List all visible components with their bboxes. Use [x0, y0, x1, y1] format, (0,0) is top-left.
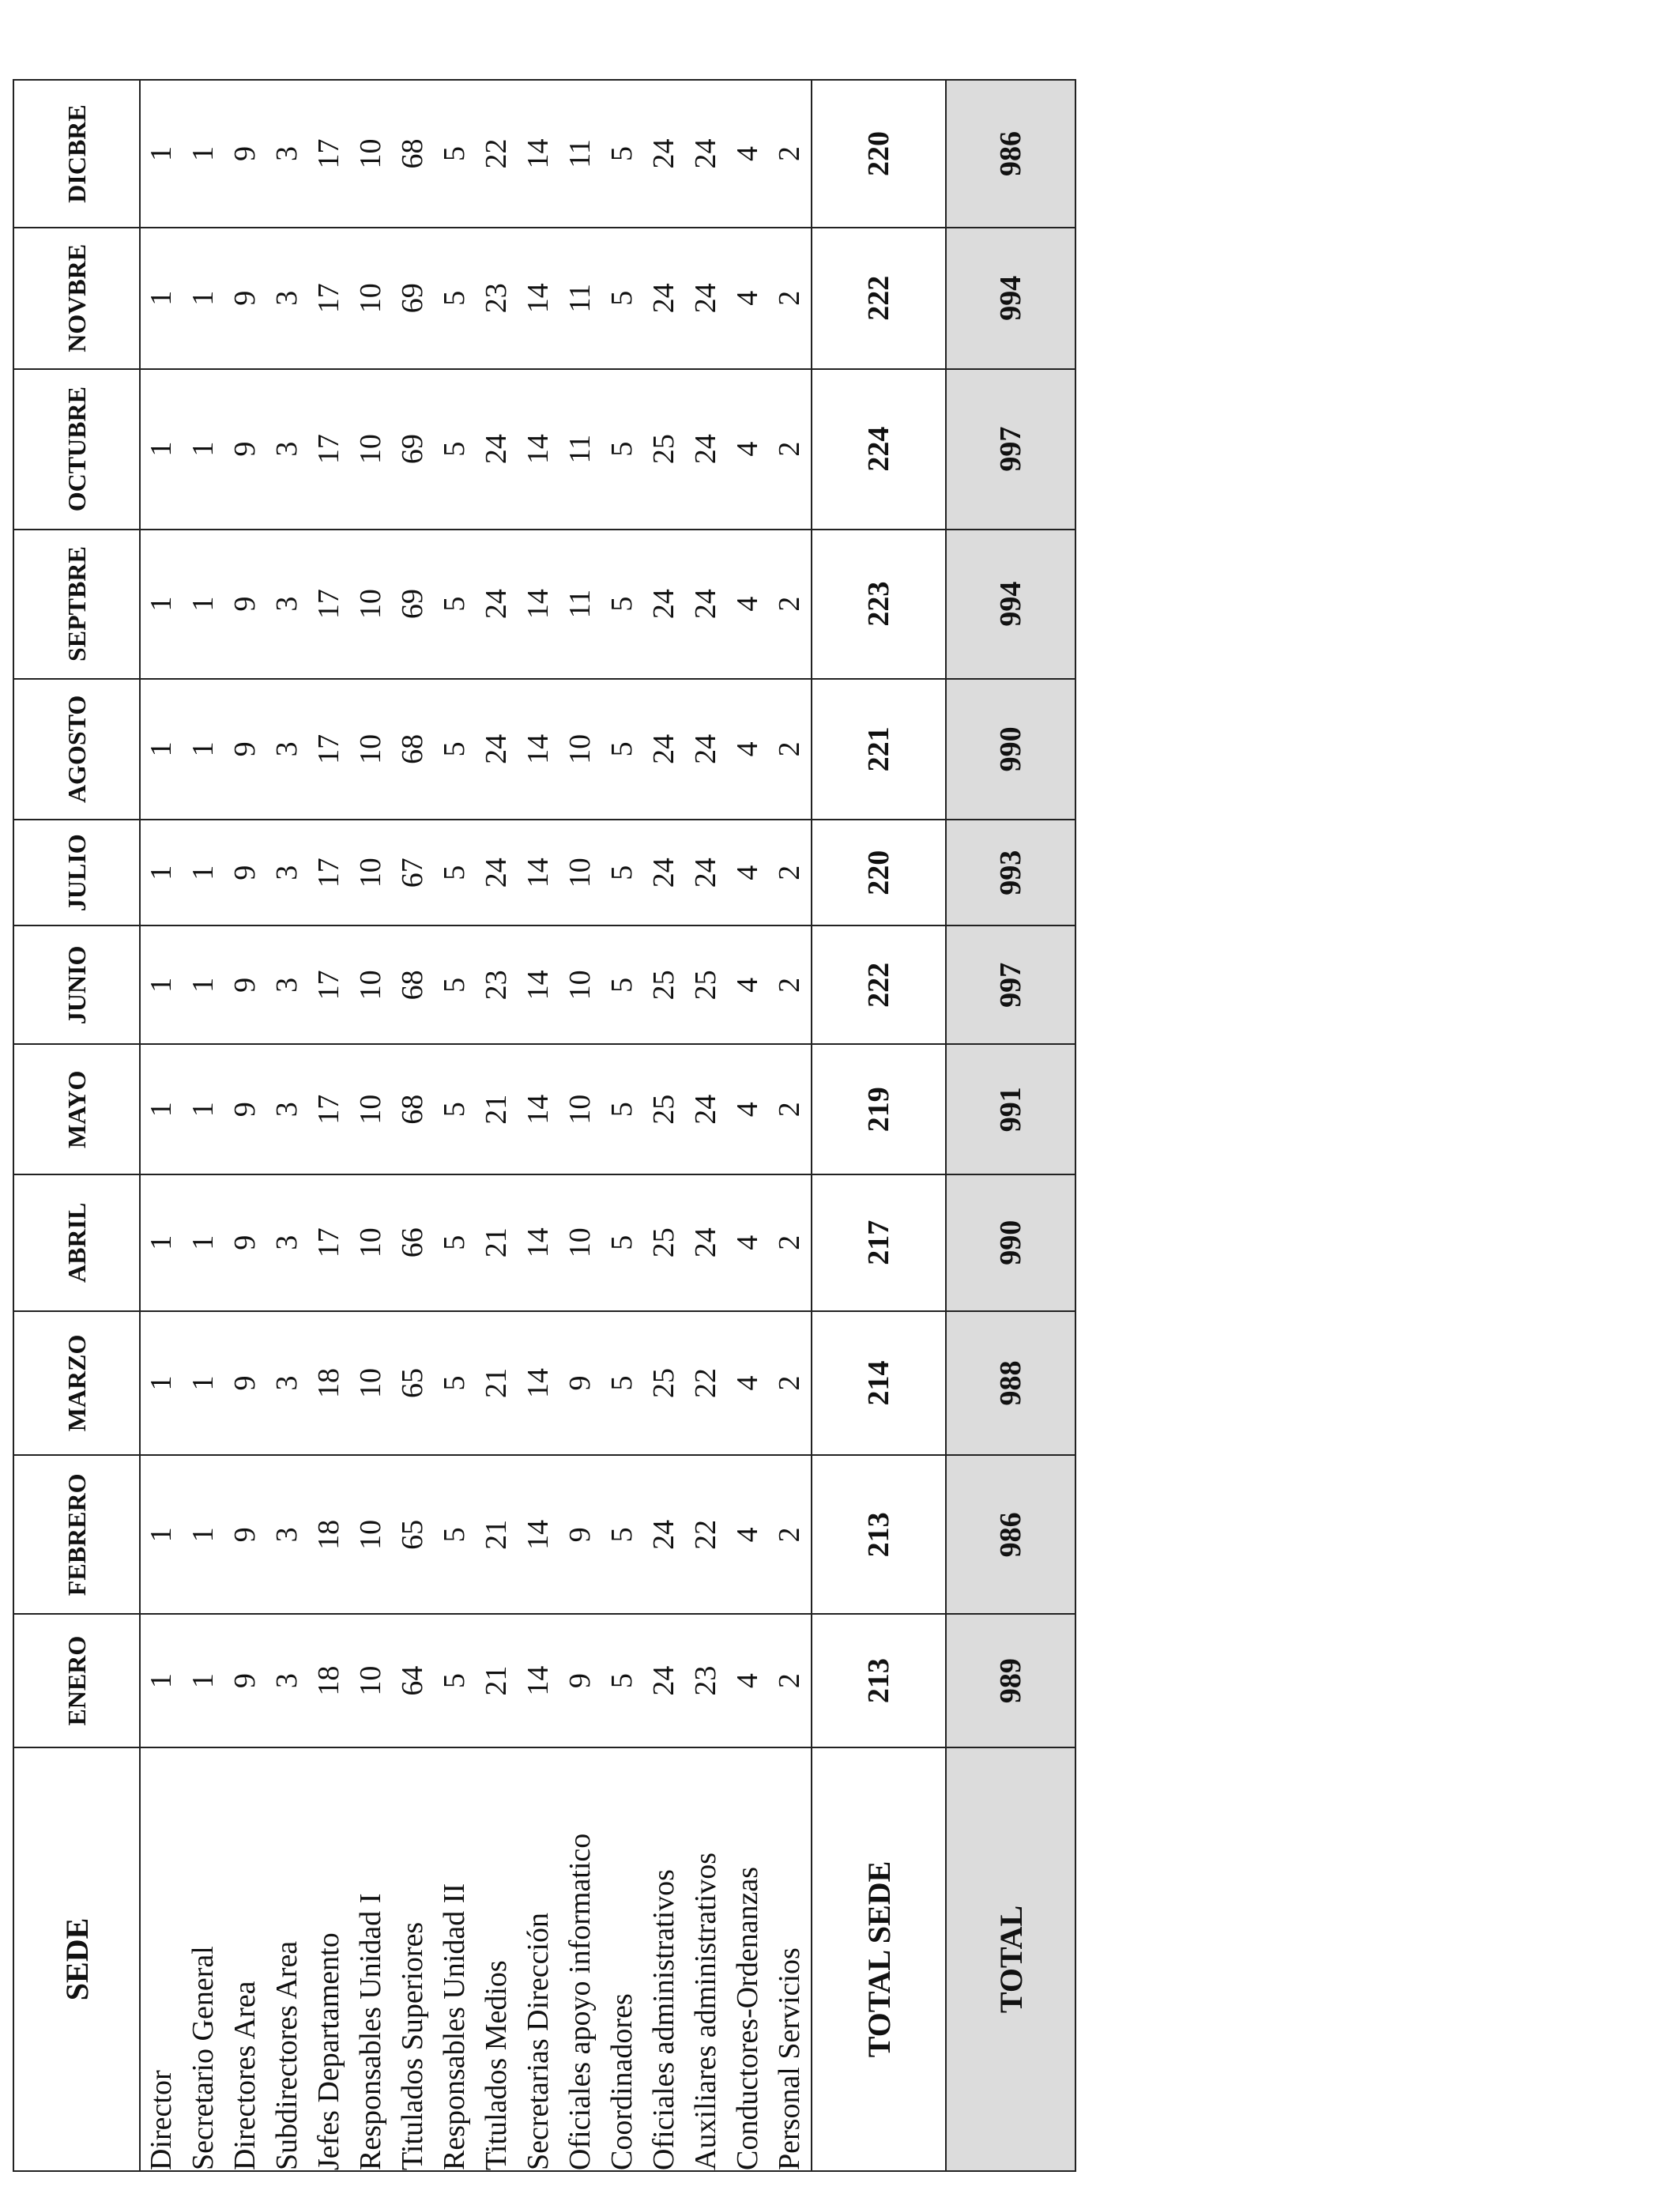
table-cell-value: 11	[563, 283, 597, 313]
table-cell-value: 68	[396, 1094, 429, 1125]
table-cell-value: 17	[312, 1227, 345, 1258]
table-cell-value: 11	[563, 139, 597, 168]
total-value: 990	[946, 1174, 1075, 1311]
table-cell-value: 25	[647, 1094, 680, 1125]
table-cell-value: 9	[228, 441, 262, 457]
table-cell-value: 69	[396, 434, 429, 465]
table-cell-value: 10	[354, 589, 387, 620]
table-cell-value: 14	[522, 283, 555, 314]
table-cell-value: 1	[145, 1375, 178, 1391]
table-cell-value: 4	[731, 1673, 764, 1689]
table-cell-value: 5	[438, 290, 471, 306]
table-cell-value: 4	[731, 1102, 764, 1118]
table-cell-value: 23	[480, 970, 513, 1001]
table-cell-value: 9	[563, 1673, 597, 1689]
table-cell-value: 24	[689, 733, 722, 764]
header-month: JULIO	[13, 820, 140, 925]
table-cell-value: 5	[438, 1235, 471, 1250]
table-cell-value: 17	[312, 1094, 345, 1125]
table-cell-value: 25	[647, 1367, 680, 1398]
table-cell-value: 65	[396, 1367, 429, 1398]
month-values-cell	[140, 530, 812, 679]
table-cell-value: 1	[186, 1102, 220, 1118]
table-cell-value: 24	[480, 733, 513, 764]
total-sede-value: 224	[812, 369, 946, 530]
row-label: Oficiales apoyo informatico	[563, 1833, 597, 2170]
table-cell-value: 68	[396, 970, 429, 1001]
table-cell-value: 68	[396, 733, 429, 764]
table-cell-value: 4	[731, 1527, 764, 1543]
table-cell-value: 18	[312, 1519, 345, 1550]
total-sede-value: 214	[812, 1311, 946, 1456]
month-values-cell	[140, 820, 812, 925]
header-month: FEBRERO	[13, 1455, 140, 1614]
table-cell-value: 24	[689, 589, 722, 620]
total-sede-value: 223	[812, 530, 946, 679]
table-cell-value: 21	[480, 1665, 513, 1696]
table-cell-value: 14	[522, 858, 555, 888]
total-value: 990	[946, 679, 1075, 820]
table-cell-value: 1	[145, 1527, 178, 1543]
table-cell-value: 24	[647, 1519, 680, 1550]
table-cell-value: 1	[145, 441, 178, 457]
table-cell-value: 17	[312, 138, 345, 169]
table-cell-value: 4	[731, 1375, 764, 1391]
header-month: JUNIO	[13, 925, 140, 1044]
table-cell-value: 1	[186, 145, 220, 161]
table-cell-value: 4	[731, 441, 764, 457]
table-cell-value: 1	[186, 596, 220, 612]
table-cell-value: 1	[186, 1527, 220, 1543]
table-cell-value: 9	[228, 741, 262, 757]
staff-table	[13, 79, 1076, 2172]
table-cell-value: 17	[312, 589, 345, 620]
table-cell-value: 22	[689, 1519, 722, 1550]
total-sede-value: 222	[812, 925, 946, 1044]
table-cell-value: 24	[689, 283, 722, 314]
table-cell-value: 2	[773, 596, 806, 612]
staff-table-rotated	[13, 79, 1075, 2172]
table-cell-value: 5	[605, 145, 638, 161]
row-label: Jefes Departamento	[312, 1932, 345, 2170]
total-sede-value: 220	[812, 80, 946, 228]
table-cell-value: 17	[312, 283, 345, 314]
table-cell-value: 14	[522, 733, 555, 764]
table-cell-value: 9	[228, 290, 262, 306]
header-month: DICBRE	[13, 80, 140, 228]
table-cell-value: 1	[186, 441, 220, 457]
table-cell-value: 18	[312, 1367, 345, 1398]
table-cell-value: 4	[731, 741, 764, 757]
table-cell-value: 10	[354, 733, 387, 764]
table-cell-value: 65	[396, 1519, 429, 1550]
total-sede-value: 220	[812, 820, 946, 925]
table-cell-value: 3	[270, 290, 303, 306]
table-cell-value: 24	[647, 589, 680, 620]
table-cell-value: 64	[396, 1665, 429, 1696]
table-cell-value: 1	[186, 290, 220, 306]
total-sede-value: 219	[812, 1045, 946, 1174]
table-cell-value: 10	[354, 283, 387, 314]
month-values-cell	[140, 1045, 812, 1174]
row-label: Oficiales administrativos	[647, 1869, 680, 2170]
table-cell-value: 21	[480, 1094, 513, 1125]
table-cell-value: 3	[270, 1527, 303, 1543]
table-cell-value: 3	[270, 1673, 303, 1689]
total-value: 993	[946, 820, 1075, 925]
table-cell-value: 4	[731, 1235, 764, 1250]
header-month: MAYO	[13, 1045, 140, 1174]
table-cell-value: 5	[438, 865, 471, 880]
table-cell-value: 5	[438, 1673, 471, 1689]
table-cell-value: 1	[186, 865, 220, 880]
header-row	[13, 80, 140, 2171]
table-cell-value: 25	[647, 434, 680, 465]
table-cell-value: 10	[563, 1227, 597, 1258]
table-cell-value: 10	[563, 733, 597, 764]
table-cell-value: 11	[563, 589, 597, 619]
table-cell-value: 9	[228, 1235, 262, 1250]
table-cell-value: 9	[228, 1527, 262, 1543]
header-month: NOVBRE	[13, 228, 140, 369]
table-cell-value: 1	[145, 1102, 178, 1118]
table-cell-value: 24	[689, 858, 722, 888]
table-cell-value: 14	[522, 1227, 555, 1258]
total-value: 997	[946, 369, 1075, 530]
table-cell-value: 1	[145, 596, 178, 612]
table-cell-value: 17	[312, 858, 345, 888]
table-cell-value: 10	[354, 138, 387, 169]
row-label: Secretario General	[186, 1946, 220, 2170]
table-cell-value: 5	[605, 865, 638, 880]
table-cell-value: 3	[270, 441, 303, 457]
table-cell-value: 2	[773, 977, 806, 993]
table-cell-value: 1	[145, 865, 178, 880]
table-cell-value: 5	[605, 1527, 638, 1543]
table-cell-value: 14	[522, 138, 555, 169]
table-cell-value: 3	[270, 596, 303, 612]
month-values-cell	[140, 1311, 812, 1456]
table-cell-value: 1	[186, 741, 220, 757]
total-value: 997	[946, 925, 1075, 1044]
table-cell-value: 21	[480, 1367, 513, 1398]
row-label: Auxiliares administrativos	[689, 1852, 722, 2170]
table-cell-value: 1	[145, 290, 178, 306]
table-cell-value: 24	[689, 138, 722, 169]
table-cell-value: 9	[228, 596, 262, 612]
header-sede: SEDE	[13, 1747, 140, 2171]
total-sede-row	[812, 80, 946, 2171]
table-cell-value: 9	[228, 865, 262, 880]
month-values-cell	[140, 80, 812, 228]
table-cell-value: 24	[480, 858, 513, 888]
table-cell-value: 14	[522, 1094, 555, 1125]
table-cell-value: 25	[647, 970, 680, 1001]
table-cell-value: 10	[354, 1227, 387, 1258]
table-cell-value: 17	[312, 434, 345, 465]
month-values-cell	[140, 1174, 812, 1311]
table-cell-value: 1	[145, 977, 178, 993]
table-cell-value: 2	[773, 1375, 806, 1391]
month-values-cell	[140, 1614, 812, 1747]
table-cell-value: 1	[145, 741, 178, 757]
table-cell-value: 3	[270, 741, 303, 757]
table-cell-value: 22	[689, 1367, 722, 1398]
table-cell-value: 2	[773, 1673, 806, 1689]
table-cell-value: 5	[438, 977, 471, 993]
header-month: ENERO	[13, 1614, 140, 1747]
table-cell-value: 4	[731, 977, 764, 993]
table-cell-value: 3	[270, 145, 303, 161]
table-cell-value: 24	[689, 1227, 722, 1258]
table-cell-value: 17	[312, 733, 345, 764]
header-month: MARZO	[13, 1311, 140, 1456]
table-cell-value: 1	[186, 1673, 220, 1689]
table-cell-value: 1	[145, 1235, 178, 1250]
table-cell-value: 18	[312, 1665, 345, 1696]
table-cell-value: 23	[480, 283, 513, 314]
table-cell-value: 69	[396, 589, 429, 620]
table-cell-value: 5	[605, 977, 638, 993]
table-cell-value: 10	[354, 970, 387, 1001]
table-cell-value: 24	[647, 733, 680, 764]
table-cell-value: 14	[522, 1519, 555, 1550]
table-cell-value: 5	[438, 741, 471, 757]
total-sede-value: 222	[812, 228, 946, 369]
header-month: OCTUBRE	[13, 369, 140, 530]
table-cell-value: 5	[438, 1527, 471, 1543]
table-cell-value: 10	[354, 1367, 387, 1398]
table-cell-value: 5	[605, 290, 638, 306]
row-label: Directores Area	[228, 1981, 262, 2170]
row-label: Personal Servicios	[773, 1947, 806, 2170]
table-cell-value: 10	[354, 1094, 387, 1125]
table-cell-value: 23	[689, 1665, 722, 1696]
table-cell-value: 24	[647, 138, 680, 169]
row-label: Responsables Unidad II	[438, 1883, 471, 2170]
row-label: Subdirectores Area	[270, 1940, 303, 2170]
table-cell-value: 5	[605, 741, 638, 757]
table-cell-value: 4	[731, 145, 764, 161]
table-cell-value: 67	[396, 858, 429, 888]
row-label: Director	[145, 2070, 178, 2170]
table-cell-value: 4	[731, 865, 764, 880]
total-sede-label: TOTAL SEDE	[812, 1747, 946, 2171]
total-label: TOTAL	[946, 1747, 1075, 2171]
table-cell-value: 25	[647, 1227, 680, 1258]
row-label: Titulados Medios	[480, 1960, 513, 2170]
table-cell-value: 2	[773, 441, 806, 457]
table-cell-value: 3	[270, 1375, 303, 1391]
total-value: 986	[946, 80, 1075, 228]
table-cell-value: 9	[228, 1375, 262, 1391]
month-values-cell	[140, 1455, 812, 1614]
table-cell-value: 24	[689, 1094, 722, 1125]
table-cell-value: 14	[522, 1367, 555, 1398]
total-sede-value: 213	[812, 1455, 946, 1614]
row-label: Titulados Superiores	[396, 1921, 429, 2170]
table-cell-value: 24	[689, 434, 722, 465]
table-cell-value: 9	[563, 1375, 597, 1391]
month-values-cell	[140, 679, 812, 820]
row-label: Coordinadores	[605, 1993, 638, 2170]
table-cell-value: 21	[480, 1227, 513, 1258]
month-values-cell	[140, 369, 812, 530]
table-cell-value: 69	[396, 283, 429, 314]
table-cell-value: 9	[228, 977, 262, 993]
table-cell-value: 24	[647, 1665, 680, 1696]
month-values-cell	[140, 228, 812, 369]
table-cell-value: 2	[773, 290, 806, 306]
table-cell-value: 22	[480, 138, 513, 169]
table-cell-value: 5	[605, 441, 638, 457]
table-cell-value: 24	[647, 283, 680, 314]
table-cell-value: 5	[605, 1235, 638, 1250]
table-cell-value: 10	[563, 858, 597, 888]
table-cell-value: 1	[186, 1235, 220, 1250]
table-cell-value: 14	[522, 434, 555, 465]
table-cell-value: 5	[438, 145, 471, 161]
table-cell-value: 10	[354, 1519, 387, 1550]
table-cell-value: 3	[270, 977, 303, 993]
table-cell-value: 2	[773, 1527, 806, 1543]
row-label: Conductores-Ordenanzas	[731, 1866, 764, 2170]
total-sede-value: 217	[812, 1174, 946, 1311]
table-cell-value: 2	[773, 865, 806, 880]
table-cell-value: 4	[731, 596, 764, 612]
header-month: AGOSTO	[13, 679, 140, 820]
table-cell-value: 24	[480, 434, 513, 465]
table-cell-value: 10	[354, 1665, 387, 1696]
table-cell-value: 4	[731, 290, 764, 306]
month-values-cell	[140, 925, 812, 1044]
table-cell-value: 5	[438, 596, 471, 612]
table-cell-value: 14	[522, 589, 555, 620]
table-cell-value: 9	[228, 1102, 262, 1118]
table-cell-value: 66	[396, 1227, 429, 1258]
table-cell-value: 3	[270, 1235, 303, 1250]
table-cell-value: 2	[773, 741, 806, 757]
table-cell-value: 1	[145, 145, 178, 161]
total-value: 994	[946, 228, 1075, 369]
table-cell-value: 14	[522, 970, 555, 1001]
table-cell-value: 17	[312, 970, 345, 1001]
table-cell-value: 21	[480, 1519, 513, 1550]
table-cell-value: 10	[354, 858, 387, 888]
table-cell-value: 10	[354, 434, 387, 465]
total-value: 988	[946, 1311, 1075, 1456]
sede-labels-cell	[140, 1747, 812, 2171]
table-cell-value: 5	[438, 1375, 471, 1391]
table-cell-value: 1	[186, 977, 220, 993]
row-label: Responsables Unidad I	[354, 1893, 387, 2170]
total-value: 989	[946, 1614, 1075, 1747]
table-cell-value: 1	[186, 1375, 220, 1391]
total-value: 994	[946, 530, 1075, 679]
body-row	[140, 80, 812, 2171]
row-label: Secretarias Dirección	[522, 1913, 555, 2170]
header-month: ABRIL	[13, 1174, 140, 1311]
table-cell-value: 9	[563, 1527, 597, 1543]
total-value: 986	[946, 1455, 1075, 1614]
table-cell-value: 5	[605, 1673, 638, 1689]
table-cell-value: 9	[228, 145, 262, 161]
table-cell-value: 3	[270, 1102, 303, 1118]
table-cell-value: 68	[396, 138, 429, 169]
table-cell-value: 2	[773, 145, 806, 161]
table-cell-value: 1	[145, 1673, 178, 1689]
table-cell-value: 24	[480, 589, 513, 620]
table-cell-value: 24	[647, 858, 680, 888]
header-month: SEPTBRE	[13, 530, 140, 679]
table-cell-value: 14	[522, 1665, 555, 1696]
table-cell-value: 2	[773, 1235, 806, 1250]
total-sede-value: 213	[812, 1614, 946, 1747]
table-cell-value: 5	[605, 1102, 638, 1118]
total-value: 991	[946, 1045, 1075, 1174]
total-sede-value: 221	[812, 679, 946, 820]
table-cell-value: 2	[773, 1102, 806, 1118]
table-cell-value: 10	[563, 970, 597, 1001]
table-cell-value: 5	[438, 1102, 471, 1118]
table-cell-value: 5	[605, 1375, 638, 1391]
table-cell-value: 5	[605, 596, 638, 612]
table-cell-value: 9	[228, 1673, 262, 1689]
table-cell-value: 3	[270, 865, 303, 880]
table-cell-value: 10	[563, 1094, 597, 1125]
table-cell-value: 5	[438, 441, 471, 457]
table-cell-value: 25	[689, 970, 722, 1001]
table-cell-value: 11	[563, 434, 597, 464]
total-row	[946, 80, 1075, 2171]
